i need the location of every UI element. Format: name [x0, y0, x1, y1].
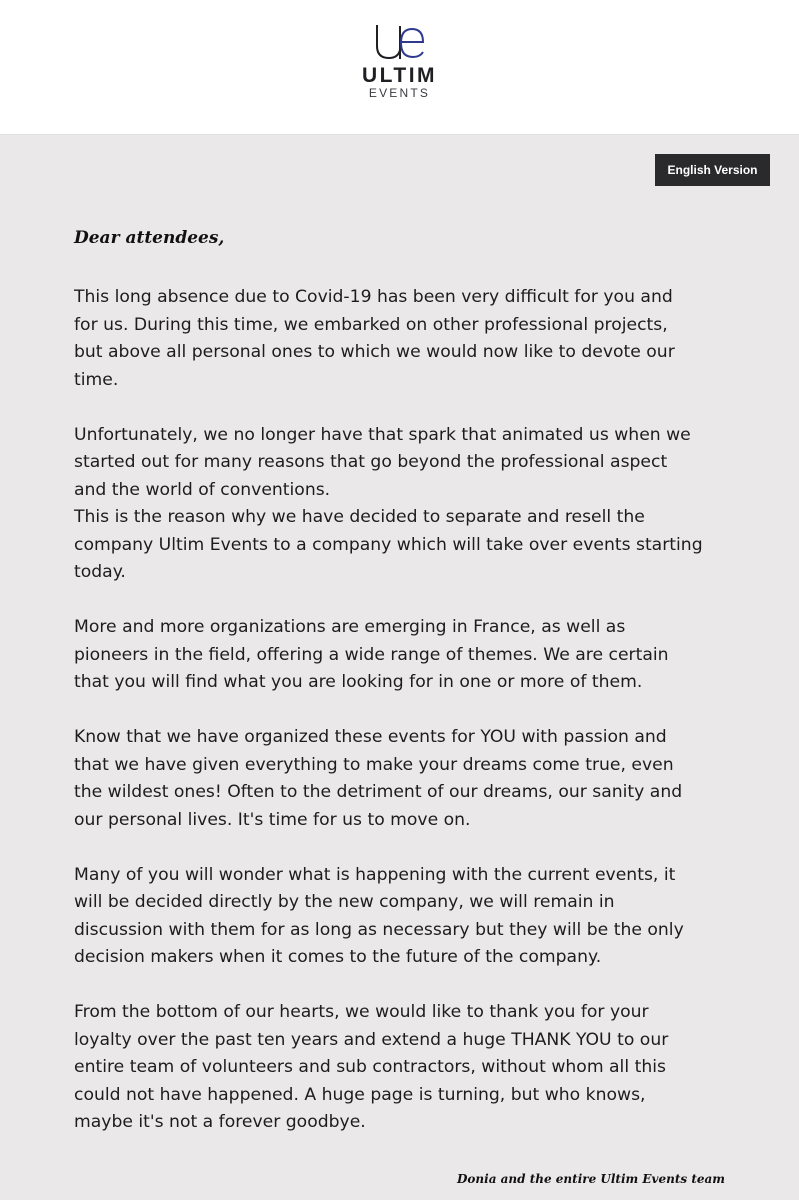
- letter-line: maybe it's not a forever goodbye.: [74, 1112, 366, 1132]
- letter-line: pioneers in the field, offering a wide range of themes. We are certain: [74, 644, 669, 665]
- letter-line: company Ultim Events to a company which will take over events starting: [74, 534, 703, 555]
- letter-line: today.: [74, 562, 126, 582]
- letter-line: Many of you will wonder what is happening with the current events, it: [74, 864, 676, 885]
- letter-line: decision makers when it comes to the future of the company.: [74, 947, 602, 967]
- ultim-events-logo[interactable]: [0, 22, 799, 100]
- letter-paragraph: [74, 724, 734, 834]
- letter-paragraph: [74, 614, 734, 697]
- ue-monogram-icon: [368, 22, 432, 62]
- english-version-button[interactable]: English Version: [655, 154, 770, 186]
- letter-line: for us. During this time, we embarked on other professional projects,: [74, 314, 668, 335]
- letter-signature: Donia and the entire Ultim Events team: [457, 1172, 725, 1186]
- letter-line: More and more organizations are emerging in France, as well as: [74, 617, 626, 637]
- letter-line: started out for many reasons that go beyond the professional aspect: [74, 452, 668, 472]
- letter-line: but above all personal ones to which we would now like to devote our: [74, 342, 675, 362]
- logo-wordmark: ULTIM: [361, 64, 438, 87]
- letter-line: could not have happened. A huge page is turning, but who knows,: [74, 1084, 646, 1105]
- letter-paragraph: [74, 284, 734, 394]
- letter-line: the wildest ones! Often to the detriment of our dreams, our sanity and: [74, 782, 683, 802]
- letter-line: loyalty over the past ten years and extend a huge THANK YOU to our: [74, 1029, 669, 1050]
- letter-line: that we have given everything to make your dreams come true, even: [74, 754, 674, 775]
- letter-paragraph: [74, 999, 734, 1137]
- letter-line: This is the reason why we have decided to separate and resell the: [74, 507, 645, 527]
- letter-line: From the bottom of our hearts, we would like to thank you for your: [74, 1002, 649, 1022]
- letter-paragraph: [74, 862, 734, 972]
- letter-line: will be decided directly by the new company, we will remain in: [74, 892, 615, 912]
- letter-line: entire team of volunteers and sub contractors, without whom all this: [74, 1057, 666, 1077]
- letter-line: discussion with them for as long as necessary but they will be the only: [74, 919, 684, 940]
- letter-line: and the world of conventions.: [74, 479, 331, 500]
- logo-subtitle: EVENTS: [368, 86, 431, 100]
- letter-line: This long absence due to Covid-19 has been very difficult for you and: [74, 287, 673, 307]
- letter-line: that you will find what you are looking for in one or more of them.: [74, 672, 643, 692]
- page-header: [0, 0, 799, 135]
- letter-line: Know that we have organized these events for YOU with passion and: [74, 727, 667, 747]
- letter-body: [74, 284, 734, 1164]
- letter-line: time.: [74, 369, 119, 390]
- letter-line: our personal lives. It's time for us to move on.: [74, 809, 471, 830]
- letter-line: Unfortunately, we no longer have that spark that animated us when we: [74, 424, 691, 445]
- letter-paragraph: [74, 422, 734, 587]
- letter-greeting: Dear attendees,: [74, 228, 225, 248]
